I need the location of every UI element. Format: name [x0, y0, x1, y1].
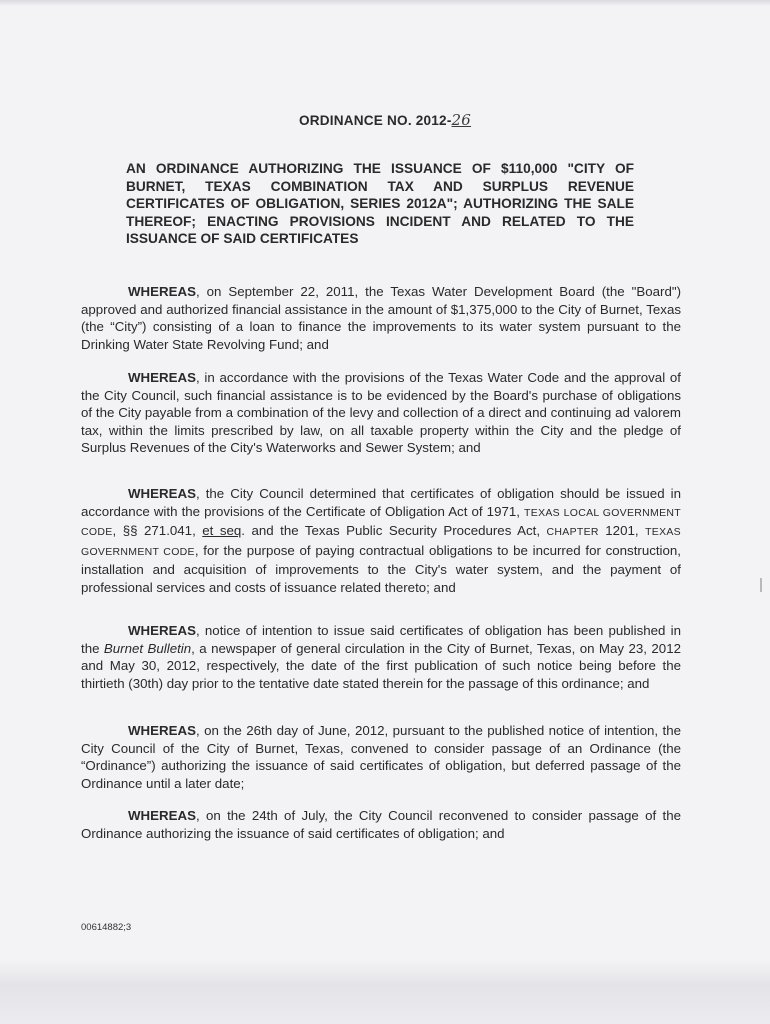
newspaper-name: Burnet Bulletin	[103, 640, 192, 656]
paragraph-text: , §§ 271.041,	[112, 523, 203, 539]
whereas-label: WHEREAS	[128, 284, 196, 299]
ordinance-title-prefix: ORDINANCE NO. 2012-	[298, 113, 452, 128]
chapter-smallcaps: CHAPTER	[546, 526, 599, 539]
paragraph-text: , a newspaper of general circulation in the City of Burnet, Texas, on May 23, 2012 and May 30, 2012, respectively, the date of the first publication of such notice being before the thirtieth (30th) day prior to the tentative date stated therein for the passage of this ordinance; and	[81, 640, 681, 691]
whereas-label: WHEREAS	[128, 623, 196, 638]
ordinance-caption: AN ORDINANCE AUTHORIZING THE ISSUANCE OF $110,000 "CITY OF BURNET, TEXAS COMBINATION TAX AND SURPLUS REVENUE CERTIFICATES OF OBLIGATION, SERIES 2012A"; AUTHORIZING THE SALE THEREOF; ENACTING PROVISIONS INCIDENT AND RELATED TO THE ISSUANCE OF SAID CERTIFICATES	[126, 161, 634, 247]
whereas-paragraph-3	[81, 485, 681, 597]
paragraph-text: , on September 22, 2011, the Texas Water Development Board (the "Board") approved and authorized financial assistance in the amount of $1,375,000 to the City of Burnet, Texas (the “City”) consisting of a loan to finance the improvements to its water system pursuant to the Drinking Water State Revolving Fund; and	[81, 284, 681, 352]
paragraph-text: , notice of intention to issue said certificates of obligation has been published in the	[81, 623, 681, 656]
whereas-label: WHEREAS	[128, 486, 196, 501]
whereas-paragraph-6	[81, 807, 681, 842]
code-name-smallcaps: TEXAS GOVERNMENT CODE	[81, 526, 681, 558]
whereas-paragraph-4	[81, 622, 681, 692]
paragraph-text: , on the 26th day of June, 2012, pursuant to the published notice of intention, the City Council of the City of Burnet, Texas, convened to consider passage of an Ordinance (the “Ordinance”) authorizing the issuance of said certificates of obligation, but deferred passage of the Ordinance until a later date;	[81, 723, 681, 791]
paragraph-text: . and the Texas Public Security Procedures Act,	[241, 523, 547, 539]
whereas-label: WHEREAS	[128, 723, 196, 738]
whereas-paragraph-1	[81, 283, 681, 353]
et-seq-underlined: et seq	[202, 523, 242, 539]
paragraph-text: , in accordance with the provisions of the Texas Water Code and the approval of the City Council, such financial assistance is to be evidenced by the Board's purchase of obligations of the City payable from a combination of the levy and collection of a direct and continuing ad valorem tax, within the limits prescribed by law, on all taxable property within the City and the pledge of Surplus Revenues of the City's Waterworks and Sewer System; and	[81, 370, 681, 456]
whereas-paragraph-2	[81, 369, 681, 457]
paragraph-text: 1201,	[598, 523, 646, 539]
paragraph-text: , on the 24th of July, the City Council reconvened to consider passage of the Ordinance authorizing the issuance of said certificates of obligation; and	[81, 808, 681, 841]
whereas-label: WHEREAS	[128, 370, 196, 385]
paragraph-text: , the City Council determined that certificates of obligation should be issued in accordance with the provisions of the Certificate of Obligation Act of 1971,	[81, 486, 681, 519]
statute-name-smallcaps: TEXAS LOCAL GOVERNMENT CODE	[81, 506, 681, 539]
whereas-paragraph-5	[81, 722, 681, 792]
ordinance-title	[0, 111, 770, 129]
paragraph-text: , for the purpose of paying contractual obligations to be incurred for construction, installation and acquisition of improvements to the City's water system, and the payment of professional services and costs of issuance related thereto; and	[81, 542, 681, 595]
document-id: 00614882;3	[81, 922, 132, 933]
whereas-label: WHEREAS	[128, 808, 196, 823]
ordinance-number-handwritten: 26	[451, 111, 472, 129]
